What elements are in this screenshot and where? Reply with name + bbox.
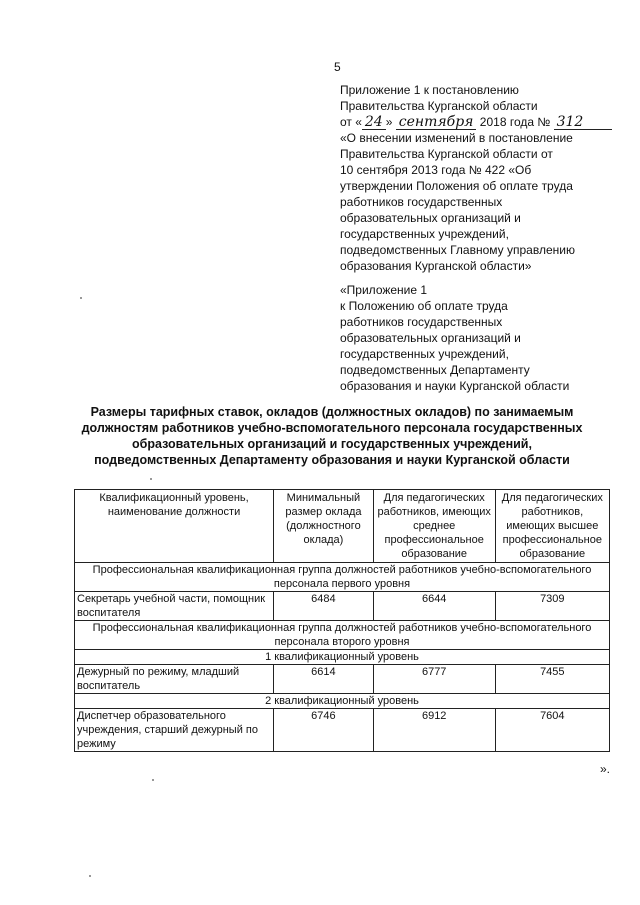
- table-header-row: [75, 490, 610, 563]
- higher-edu-cell: 7455: [495, 665, 609, 694]
- date-year: 2018 года №: [479, 115, 551, 129]
- appendix-regulation-line: государственных учреждений,: [340, 347, 509, 361]
- appendix-decree-line: 10 сентября 2013 года № 422 «Об: [340, 163, 532, 177]
- min-salary-cell: 6746: [274, 709, 374, 752]
- secondary-edu-cell: 6912: [373, 709, 495, 752]
- appendix-regulation-block: [340, 282, 610, 394]
- higher-edu-cell: 7309: [495, 592, 609, 621]
- appendix-decree-line: Правительства Курганской области от: [340, 147, 553, 161]
- appendix-decree-block: [340, 82, 610, 274]
- level-row: [75, 694, 610, 709]
- decree-number-handwritten: 312: [554, 116, 612, 130]
- secondary-edu-cell: 6644: [373, 592, 495, 621]
- appendix-decree-line: подведомственных Главному управлению: [340, 243, 575, 257]
- decree-date-line: [340, 114, 610, 130]
- appendix-decree-line: образования Курганской области»: [340, 259, 532, 273]
- scan-speck: [150, 478, 152, 480]
- header-position: Квалификационный уровень, наименование должности: [75, 490, 274, 563]
- level-row: [75, 650, 610, 665]
- group-first-level: Профессиональная квалификационная группа должностей работников учебно-вспомогательного персонала первого уровня: [75, 563, 610, 592]
- appendix-decree-line: образовательных организаций и: [340, 211, 521, 225]
- secondary-edu-cell: 6777: [373, 665, 495, 694]
- appendix-regulation-line: подведомственных Департаменту: [340, 363, 530, 377]
- table-row: [75, 665, 610, 694]
- higher-edu-cell: 7604: [495, 709, 609, 752]
- header-higher-education: Для педагогических работников, имеющих высшее профессиональное образование: [495, 490, 609, 563]
- scan-speck: [89, 875, 91, 877]
- appendix-decree-line: «О внесении изменений в постановление: [340, 131, 573, 145]
- appendix-decree-line: работников государственных: [340, 195, 503, 209]
- qualification-level-1: 1 квалификационный уровень: [75, 650, 610, 665]
- salary-table: [74, 489, 610, 752]
- group-row: [75, 621, 610, 650]
- date-day-handwritten: 24: [362, 116, 386, 130]
- appendix-decree-line: Правительства Курганской области: [340, 99, 538, 113]
- date-month-handwritten: сентября: [396, 116, 477, 130]
- header-min-salary: Минимальный размер оклада (должностного оклада): [274, 490, 374, 563]
- table-row: [75, 592, 610, 621]
- appendix-regulation-line: к Положению об оплате труда: [340, 299, 508, 313]
- min-salary-cell: 6484: [274, 592, 374, 621]
- appendix-regulation-line: образовательных организаций и: [340, 331, 521, 345]
- min-salary-cell: 6614: [274, 665, 374, 694]
- appendix-decree-line: государственных учреждений,: [340, 227, 509, 241]
- group-second-level: Профессиональная квалификационная группа должностей работников учебно-вспомогательного персонала второго уровня: [75, 621, 610, 650]
- qualification-level-2: 2 квалификационный уровень: [75, 694, 610, 709]
- position-cell: Диспетчер образовательного учреждения, старший дежурный по режиму: [75, 709, 274, 752]
- scan-speck: [80, 297, 82, 299]
- header-secondary-education: Для педагогических работников, имеющих среднее профессиональное образование: [373, 490, 495, 563]
- position-cell: Дежурный по режиму, младший воспитатель: [75, 665, 274, 694]
- appendix-decree-line: утверждении Положения об оплате труда: [340, 179, 573, 193]
- date-prefix: от «: [340, 115, 362, 129]
- table-row: [75, 709, 610, 752]
- appendix-decree-line: Приложение 1 к постановлению: [340, 83, 519, 97]
- appendix-regulation-line: образования и науки Курганской области: [340, 379, 570, 393]
- date-mid: »: [385, 115, 393, 129]
- position-cell: Секретарь учебной части, помощник воспитателя: [75, 592, 274, 621]
- closing-quote-mark: ».: [600, 762, 611, 776]
- document-title: Размеры тарифных ставок, окладов (должностных окладов) по занимаемым должностям работников учебно-вспомогательного персонала государственных образовательных организаций и государственных учреждений, подведомственных Департаменту образования и науки Курганской области: [81, 405, 583, 467]
- scan-speck: [152, 779, 154, 781]
- group-row: [75, 563, 610, 592]
- appendix-regulation-line: «Приложение 1: [340, 283, 428, 297]
- page-number: 5: [334, 60, 341, 74]
- appendix-regulation-line: работников государственных: [340, 315, 503, 329]
